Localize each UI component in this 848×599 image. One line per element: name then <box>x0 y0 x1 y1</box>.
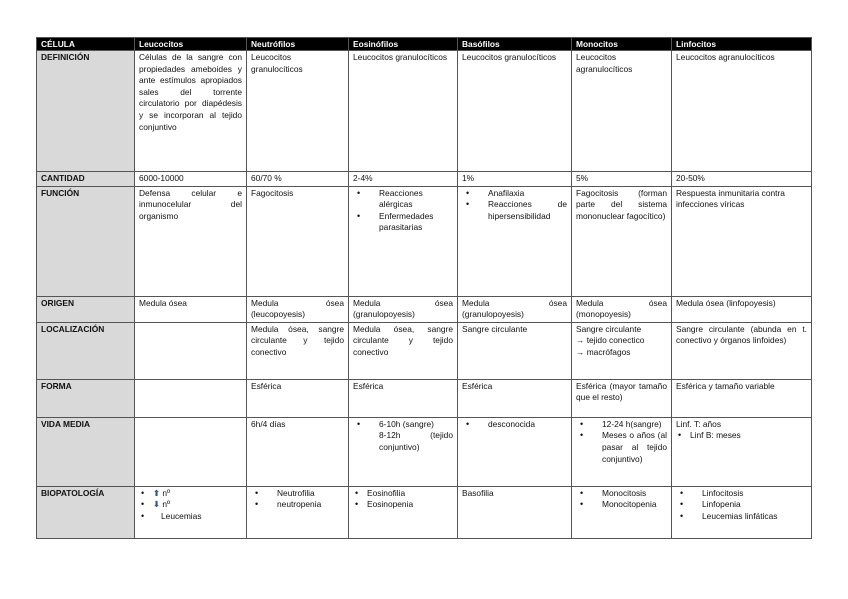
list-text: Leucemias <box>161 510 202 521</box>
list-item <box>139 488 242 500</box>
cell-leucocitos: Células de la sangre con propiedades ameboides y ante estímulos apropiados sales del torrente circulatorio por diapédesis y se incorporan al tejido conjuntivo <box>135 51 247 172</box>
row-cantidad <box>37 172 812 187</box>
cell-monocitos <box>572 322 672 379</box>
list-item: • Meses o años (al pasar al tejido conjuntivo) <box>576 430 667 465</box>
list-text: nº <box>162 499 171 510</box>
row-label: VIDA MEDIA <box>37 417 135 486</box>
cell-monocitos <box>572 417 672 486</box>
cell-linfocitos: Sangre circulante (abunda en t. conectivo y órganos linfoides) <box>672 322 812 379</box>
row-label: FUNCIÓN <box>37 186 135 296</box>
cell-leucocitos: 6000-10000 <box>135 172 247 187</box>
list-intro: Linf. T: años <box>676 418 722 429</box>
arrow-up-icon: ⬆ <box>153 487 161 498</box>
cell-monocitos: Medula ósea (monopoyesis) <box>572 296 672 322</box>
list-item: • 6-10h (sangre) <box>353 419 453 431</box>
cell-eosinofilos <box>349 486 458 538</box>
list-item: • Monocitosis <box>576 488 667 500</box>
cell-linfocitos <box>672 417 812 486</box>
row-label: DEFINICIÓN <box>37 51 135 172</box>
cell-linfocitos <box>672 486 812 538</box>
cell-linfocitos: Respuesta inmunitaria contra infecciones víricas <box>672 186 812 296</box>
blood-cells-table <box>36 37 812 539</box>
cell-monocitos: Fagocitosis (forman parte del sistema mononuclear fagocítico) <box>572 186 672 296</box>
cell-basofilos: Basofilia <box>458 486 572 538</box>
cell-monocitos: 5% <box>572 172 672 187</box>
cell-leucocitos <box>135 486 247 538</box>
cell-linfocitos: Medula ósea (linfopoyesis) <box>672 296 812 322</box>
list-item: • 12-24 h(sangre) <box>576 419 667 431</box>
row-label: LOCALIZACIÓN <box>37 322 135 379</box>
cell-basofilos <box>458 186 572 296</box>
header-row <box>37 38 812 51</box>
cell-eosinofilos: 2-4% <box>349 172 458 187</box>
row-label: BIOPATOLOGÍA <box>37 486 135 538</box>
row-origen <box>37 296 812 322</box>
row-label: ORIGEN <box>37 296 135 322</box>
header-basofilos: Basófilos <box>458 38 572 51</box>
cell-leucocitos: Defensa celular e inmunocelular del organismo <box>135 186 247 296</box>
list-item: • Eosinopenia <box>353 499 453 511</box>
location-line: → macrófagos <box>576 346 631 357</box>
cell-linfocitos: 20-50% <box>672 172 812 187</box>
list-text: nº <box>162 487 171 498</box>
cell-neutrofilos: Medula ósea (leucopoyesis) <box>247 296 349 322</box>
cell-eosinofilos: Leucocitos granulocíticos <box>349 51 458 172</box>
list-item: • Leucemias linfáticas <box>676 511 807 523</box>
location-line: → tejido conectico <box>576 335 645 346</box>
cell-eosinofilos <box>349 417 458 486</box>
cell-eosinofilos: Medula ósea, sangre circulante y tejido conectivo <box>349 322 458 379</box>
list-item: • desconocida <box>462 419 567 431</box>
row-label: CANTIDAD <box>37 172 135 187</box>
row-localizacion <box>37 322 812 379</box>
list-item: • Neutrofilia <box>251 488 344 500</box>
cell-basofilos: Medula ósea (granulopoyesis) <box>458 296 572 322</box>
cell-leucocitos: Medula ósea <box>135 296 247 322</box>
cell-linfocitos: Esférica y tamaño variable <box>672 379 812 417</box>
list-item: • Anafilaxia <box>462 188 567 200</box>
cell-monocitos <box>572 486 672 538</box>
row-vida-media <box>37 417 812 486</box>
cell-neutrofilos: 60/70 % <box>247 172 349 187</box>
cell-monocitos: Esférica (mayor tamaño que el resto) <box>572 379 672 417</box>
cell-eosinofilos: Medula ósea (granulopoyesis) <box>349 296 458 322</box>
cell-eosinofilos <box>349 186 458 296</box>
list-item: • Reacciones alérgicas <box>353 188 453 211</box>
cell-neutrofilos: 6h/4 días <box>247 417 349 486</box>
list-item: • neutropenia <box>251 499 344 511</box>
row-definicion <box>37 51 812 172</box>
row-biopatologia <box>37 486 812 538</box>
cell-neutrofilos: Fagocitosis <box>247 186 349 296</box>
row-forma <box>37 379 812 417</box>
cell-neutrofilos <box>247 486 349 538</box>
cell-neutrofilos: Leucocitos granulocíticos <box>247 51 349 172</box>
cell-basofilos: Leucocitos granulocíticos <box>458 51 572 172</box>
cell-basofilos: Esférica <box>458 379 572 417</box>
list-item: • Enfermedades parasitarias <box>353 211 453 234</box>
location-line: Sangre circulante <box>576 323 642 334</box>
header-eosinofilos: Eosinófilos <box>349 38 458 51</box>
cell-monocitos: Leucocitos agranulocíticos <box>572 51 672 172</box>
header-linfocitos: Linfocitos <box>672 38 812 51</box>
cell-basofilos: Sangre circulante <box>458 322 572 379</box>
cell-neutrofilos: Esférica <box>247 379 349 417</box>
cell-linfocitos: Leucocitos agranulocíticos <box>672 51 812 172</box>
arrow-down-icon: ⬇ <box>153 499 161 510</box>
cell-basofilos: 1% <box>458 172 572 187</box>
header-celula: CÉLULA <box>37 38 135 51</box>
header-monocitos: Monocitos <box>572 38 672 51</box>
cell-eosinofilos: Esférica <box>349 379 458 417</box>
list-item <box>139 499 242 511</box>
list-item: • Monocitopenia <box>576 499 667 511</box>
list-item: • Linfocitosis <box>676 488 807 500</box>
cell-basofilos <box>458 417 572 486</box>
list-item-continuation: 8-12h (tejido conjuntivo) <box>379 430 453 452</box>
list-item <box>139 511 242 523</box>
list-item: • Linfopenia <box>676 499 807 511</box>
header-leucocitos: Leucocitos <box>135 38 247 51</box>
header-neutrofilos: Neutrófilos <box>247 38 349 51</box>
row-label: FORMA <box>37 379 135 417</box>
list-item: • Linf B: meses <box>676 430 807 442</box>
list-item: • Reacciones de hipersensibilidad <box>462 199 567 222</box>
cell-neutrofilos: Medula ósea, sangre circulante y tejido conectivo <box>247 322 349 379</box>
cell-leucocitos <box>135 417 247 486</box>
cell-leucocitos <box>135 322 247 379</box>
list-item: • Eosinofilia <box>353 488 453 500</box>
cell-leucocitos <box>135 379 247 417</box>
row-funcion <box>37 186 812 296</box>
